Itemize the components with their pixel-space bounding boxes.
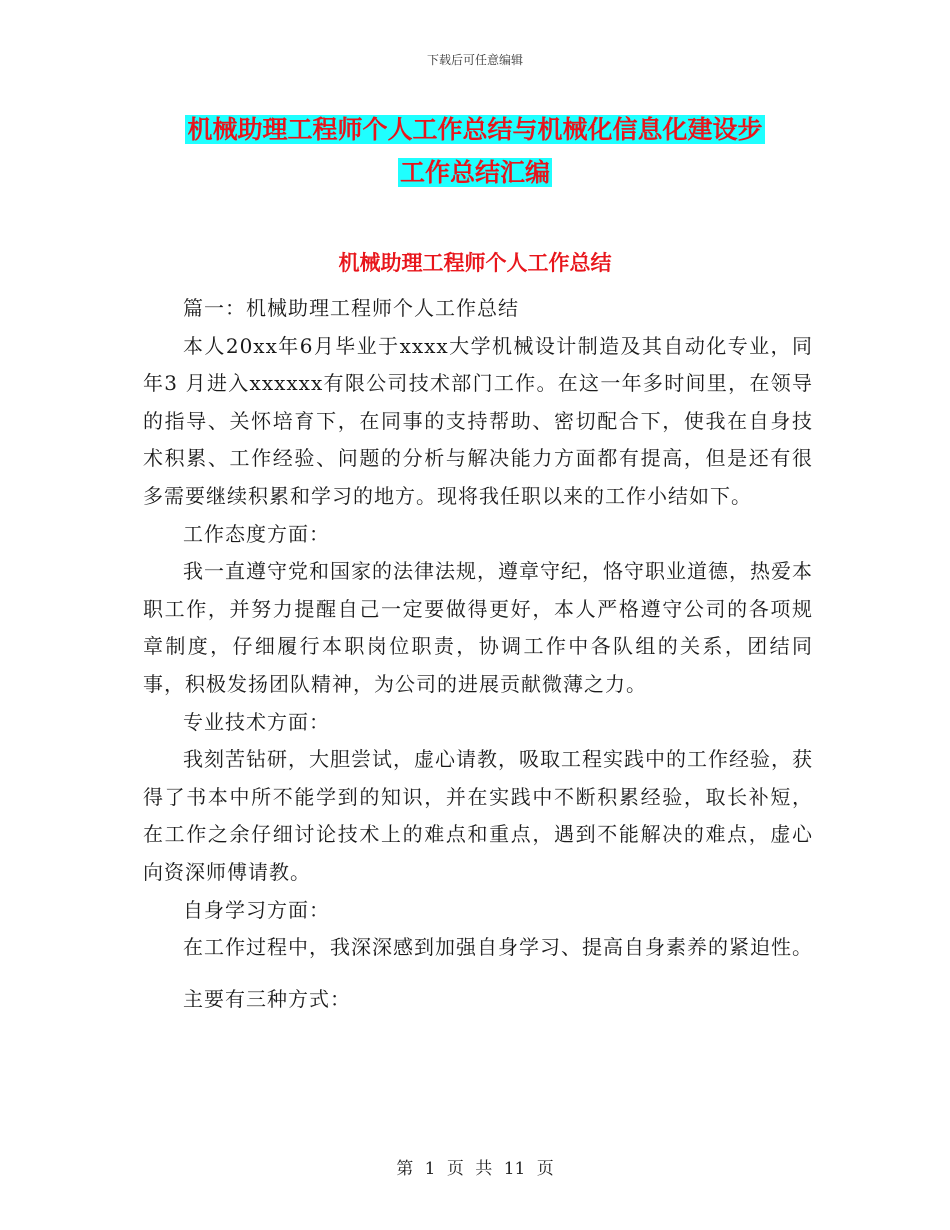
document-title — [0, 108, 950, 194]
document-title-line-1: 机械助理工程师个人工作总结与机械化信息化建设步 — [187, 115, 763, 144]
paragraph-professional-skills: 我刻苦钻研，大胆尝试，虚心请教，吸取工程实践中的工作经验，获得了书本中所不能学到的知识，并在实践中不断积累经验，取长补短，在工作之余仔细讨论技术上的难点和重点，遇到不能解决的难点，虚心向资深师傅请教。 — [143, 747, 813, 884]
heading-professional-skills: 专业技术方面： — [183, 709, 330, 734]
document-title-line-2: 工作总结汇编 — [399, 158, 550, 187]
heading-self-study: 自身学习方面： — [183, 897, 330, 922]
document-body — [143, 290, 813, 1018]
page-number: 第 1 页 共 11 页 — [396, 1159, 554, 1179]
paragraph-subtitle: 篇一：机械助理工程师个人工作总结 — [183, 296, 519, 320]
paragraph-three-methods: 主要有三种方式： — [183, 986, 351, 1011]
heading-work-attitude: 工作态度方面： — [183, 521, 330, 546]
paragraph-self-study: 在工作过程中，我深深感到加强自身学习、提高自身素养的紧迫性。 — [183, 935, 813, 960]
section-title: 机械助理工程师个人工作总结 — [338, 251, 612, 275]
paragraph-work-attitude: 我一直遵守党和国家的法律法规，遵章守纪，恪守职业道德，热爱本职工作，并努力提醒自己一定要做得更好，本人严格遵守公司的各项规章制度，仔细履行本职岗位职责，协调工作中各队组的关系，团结同事，积极发扬团队精神，为公司的进展贡献微薄之力。 — [143, 559, 813, 696]
page-header-note: 下载后可任意编辑 — [426, 53, 523, 67]
paragraph-intro: 本人20xx年6月毕业于xxxx大学机械设计制造及其自动化专业，同年3 月进入xxxxxx有限公司技术部门工作。在这一年多时间里，在领导的指导、关怀培育下，在同事的支持帮助、密切配合下，使我在自身技术积累、工作经验、问题的分析与解决能力方面都有提高，但是还有很多需要继续积累和学习的地方。现将我任职以来的工作小结如下。 — [143, 333, 813, 508]
